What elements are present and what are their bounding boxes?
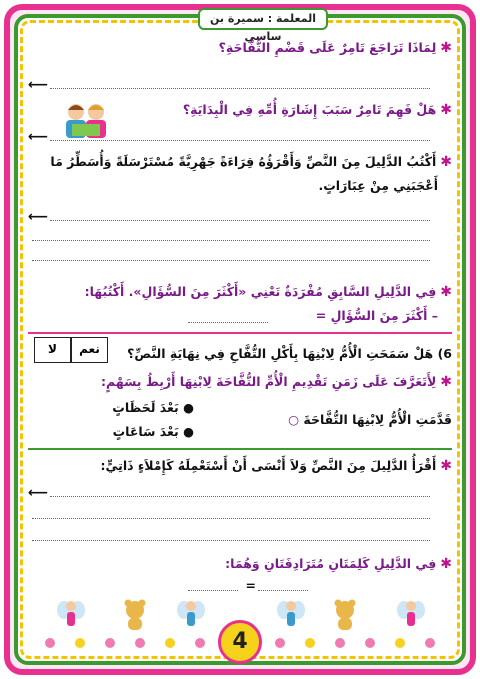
teacher-name-tab — [198, 8, 328, 43]
question-6: 6) هَلْ سَمَحَتِ الْأُمُّ لِابْنِهَا بِأَكْلِ التُّفَّاحِ فِي نِهَايَةِ النَّصِّ؟ — [127, 346, 452, 361]
question-2: ✱هَلْ فَهِمَ تَامِرٌ سَبَبَ إِشَارَةِ أُمِّهِ فِي الْبِدَايَةِ؟ — [182, 102, 452, 118]
statement: قَدَّمَتِ الْأُمُّ لِابْنِهَا التُّفَّاحَةَ ○ — [288, 412, 452, 427]
star-icon: ✱ — [440, 284, 452, 300]
question-8: ✱أَقْرَأُ الدَّلِيلَ مِنَ النَّصِّ وَلاَ أَنْسَى أَنْ أَسْتَعْمِلَهُ كَإِمْلاَءٍ ذَاتِيٍّ: — [100, 458, 452, 474]
teddy-bear-icon — [330, 596, 360, 632]
bullet-dot: ● — [178, 424, 194, 439]
worksheet-content-3 — [28, 450, 452, 600]
yes-box[interactable]: نعم — [71, 337, 108, 363]
teacher-label: المعلمة : سميرة بن ساسي — [210, 12, 316, 43]
option-b[interactable]: ● بَعْدَ سَاعَاتٍ — [112, 424, 194, 439]
no-box[interactable]: لا — [34, 337, 71, 363]
arrow-left-icon: ⟵ — [28, 209, 49, 225]
question-4: ✱فِي الدَّلِيلِ السَّابِقِ مُفْرَدَةٌ تَعْنِي «أَكْثَرَ مِنَ السُّؤَالِ». أَكْتُبُهَا: — [84, 284, 452, 300]
circle-marker-icon: ○ — [288, 412, 304, 427]
star-icon: ✱ — [440, 458, 452, 474]
fairy-decoration-icon — [56, 596, 86, 632]
star-icon: ✱ — [440, 40, 452, 56]
bullet-dot: ● — [178, 400, 194, 415]
answer-line[interactable] — [32, 240, 430, 241]
star-icon: ✱ — [440, 556, 452, 572]
question-9: ✱فِي الدَّلِيلِ كَلِمَتَانِ مُتَرَادِفَتَانِ وَهُمَا: — [225, 556, 452, 572]
answer-line[interactable] — [188, 590, 238, 591]
question-3: ✱أَكْتُبُ الدَّلِيلَ مِنَ النَّصِّ وَأَقْرَؤُهُ قِرَاءَةً جَهْرِيَّةً مُسْتَرْسَلَةً وَأُسَطِّرُ مَا — [50, 154, 452, 170]
question-7: ✱لِأَتَعَرَّفَ عَلَى زَمَنِ تَقْدِيمِ الْأُمِّ التُّفَّاحَةَ لِابْنِهَا أَرْبِطُ بِسَهْمٍ: — [101, 374, 452, 390]
answer-line[interactable] — [32, 518, 430, 519]
dash-bullet: – — [427, 308, 438, 323]
fairy-decoration-icon — [396, 596, 426, 632]
equals-sign: = — [245, 578, 256, 593]
question-1: ✱لِمَاذَا تَرَاجَعَ تَامِرٌ عَلَى قَضْمِ التُّفَّاحَةِ؟ — [218, 40, 452, 56]
star-icon: ✱ — [440, 154, 452, 170]
section-divider — [28, 332, 452, 334]
arrow-left-icon: ⟵ — [28, 485, 49, 501]
answer-line[interactable] — [50, 496, 430, 497]
star-icon: ✱ — [440, 374, 452, 390]
fairy-decoration-icon — [276, 596, 306, 632]
answer-line[interactable] — [32, 260, 430, 261]
answer-line[interactable] — [50, 220, 430, 221]
arrow-left-icon: ⟵ — [28, 129, 49, 145]
answer-line[interactable] — [32, 540, 430, 541]
question-3-line-2: أَعْجَبَنِي مِنْ عِبَارَاتٍ. — [318, 178, 438, 193]
question-4-answer: – أَكْثَرَ مِنَ السُّؤَالِ = — [315, 308, 438, 323]
arrow-left-icon: ⟵ — [28, 77, 49, 93]
answer-line[interactable] — [188, 322, 268, 323]
page-number: 4 — [218, 620, 262, 664]
fairy-decoration-icon — [176, 596, 206, 632]
teddy-bear-icon — [120, 596, 150, 632]
answer-line[interactable] — [50, 88, 430, 89]
answer-line[interactable] — [50, 140, 430, 141]
star-icon: ✱ — [440, 102, 452, 118]
option-a[interactable]: ● بَعْدَ لَحَظَاتٍ — [112, 400, 194, 415]
answer-line[interactable] — [258, 590, 308, 591]
